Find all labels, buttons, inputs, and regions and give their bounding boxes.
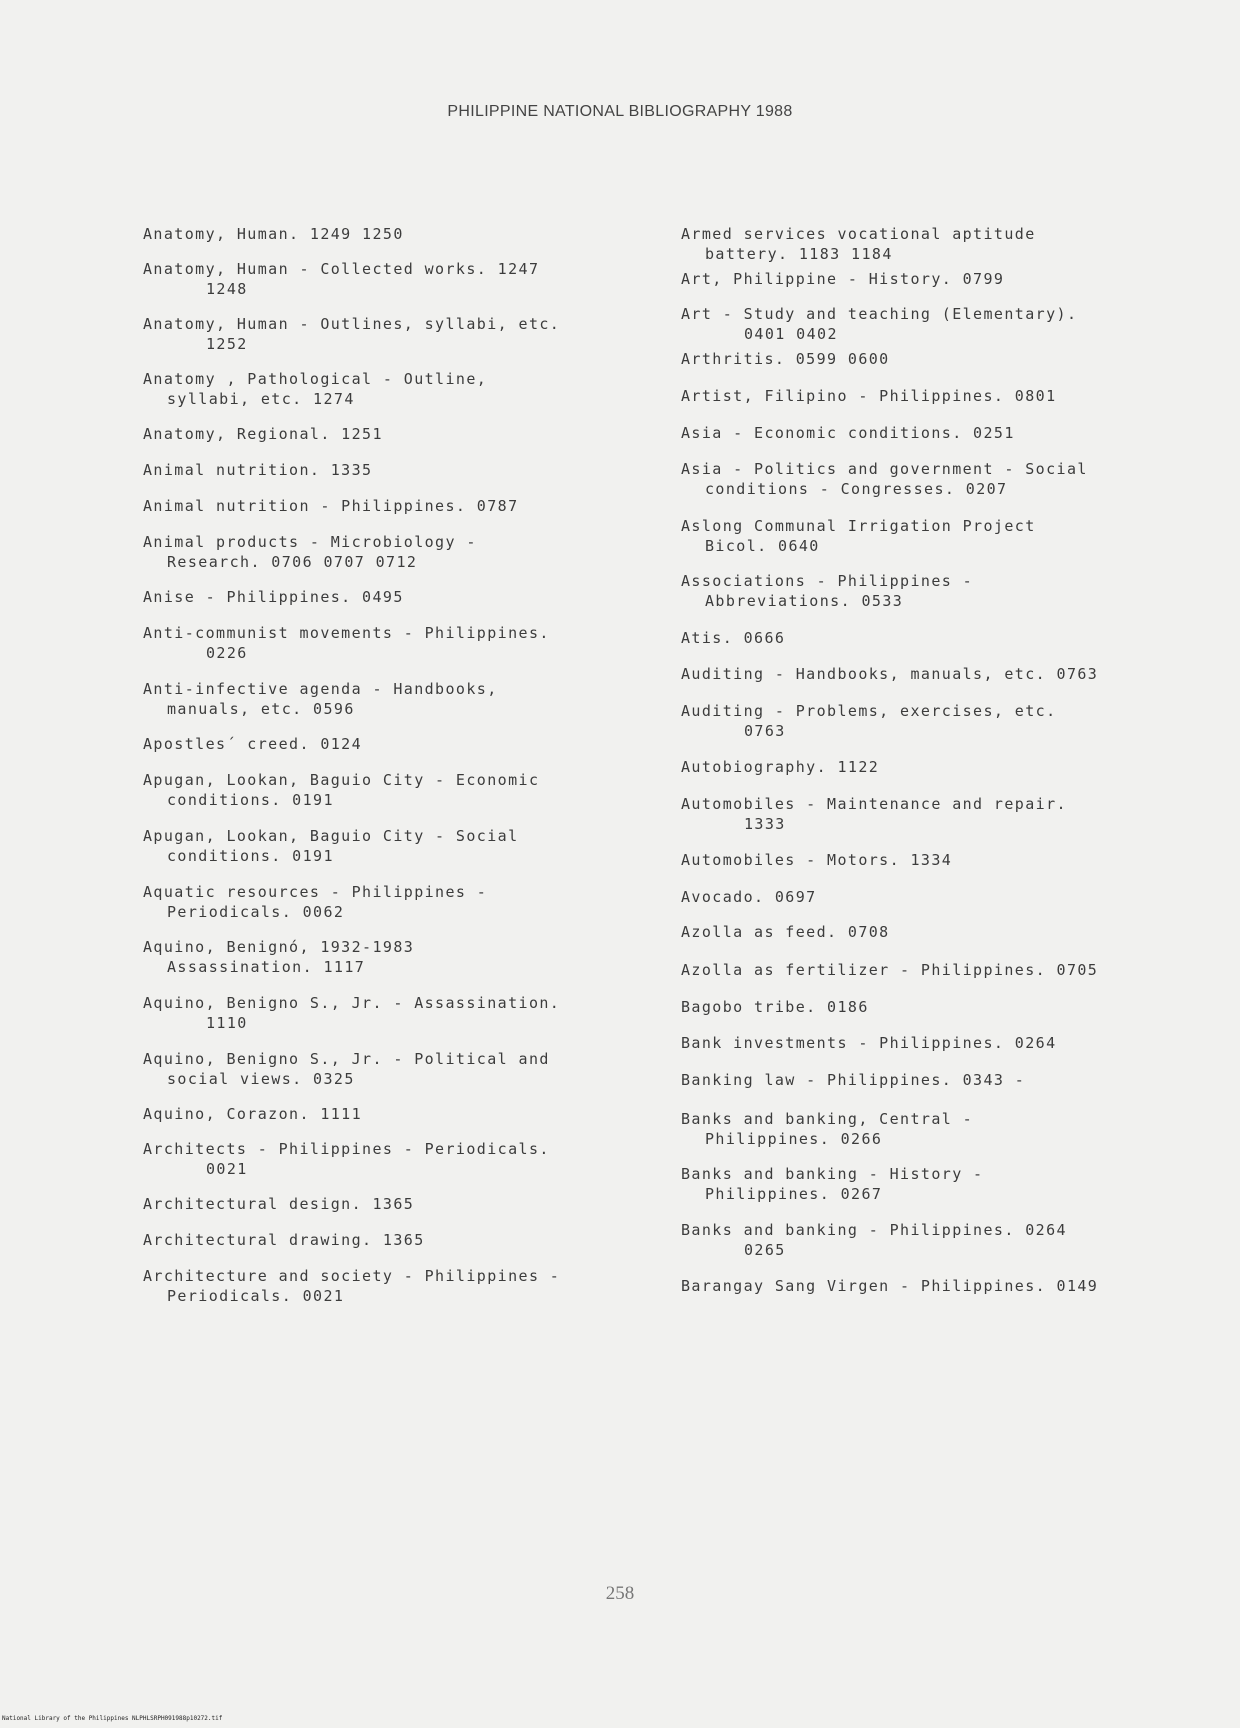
index-entry [681, 423, 1015, 443]
index-entry [681, 757, 879, 777]
index-entry-heading: Armed services vocational aptitude [681, 225, 1036, 243]
index-entry-heading: Associations - Philippines - [681, 572, 974, 590]
index-entry [143, 1230, 425, 1250]
index-entry-heading: Anti-infective agenda - Handbooks, [143, 680, 498, 698]
index-entry [143, 460, 372, 480]
index-entry [681, 701, 1057, 741]
index-entry [143, 623, 550, 663]
index-entry-continuation: Periodicals. 0021 [167, 1287, 345, 1305]
index-entry-heading: Anti-communist movements - Philippines. [143, 624, 550, 642]
index-entry-continuation: conditions. 0191 [167, 791, 334, 809]
index-entry-heading: Architects - Philippines - Periodicals. [143, 1140, 550, 1158]
index-entry-continuation: 1248 [206, 280, 248, 298]
index-entry [143, 937, 414, 977]
index-entry-heading: Anatomy, Human - Outlines, syllabi, etc. [143, 315, 561, 333]
index-entry-heading: Banks and banking, Central - [681, 1110, 974, 1128]
index-entry [143, 1139, 550, 1179]
index-entry [143, 259, 539, 299]
index-entry-heading: Banks and banking - History - [681, 1165, 984, 1183]
index-entry [681, 794, 1067, 834]
index-entry-heading: Asia - Economic conditions. 0251 [681, 424, 1015, 442]
index-entry-heading: Anatomy , Pathological - Outline, [143, 370, 488, 388]
index-entry-continuation: Assassination. 1117 [167, 958, 366, 976]
index-entry-continuation: social views. 0325 [167, 1070, 355, 1088]
index-entry [681, 1109, 973, 1149]
index-entry [681, 386, 1057, 406]
index-entry-heading: Architectural design. 1365 [143, 1195, 415, 1213]
index-entry-heading: Bank investments - Philippines. 0264 [681, 1034, 1057, 1052]
index-entry [143, 1266, 560, 1306]
index-entry [681, 960, 1098, 980]
index-entry-heading: Auditing - Problems, exercises, etc. [681, 702, 1057, 720]
index-entry [143, 1104, 362, 1124]
index-entry-heading: Automobiles - Motors. 1334 [681, 851, 953, 869]
index-entry-heading: Bagobo tribe. 0186 [681, 998, 869, 1016]
index-entry [681, 571, 973, 611]
index-entry-continuation: 1252 [206, 335, 248, 353]
index-entry-continuation: 0021 [206, 1160, 248, 1178]
index-entry-heading: Aquino, Benignó, 1932-1983 [143, 938, 415, 956]
index-entry-heading: Aslong Communal Irrigation Project [681, 517, 1036, 535]
index-entry [681, 887, 817, 907]
index-entry [681, 516, 1036, 556]
index-entry [681, 1164, 984, 1204]
index-entry-continuation: conditions. 0191 [167, 847, 334, 865]
index-entry-heading: Animal nutrition. 1335 [143, 461, 373, 479]
index-entry-heading: Atis. 0666 [681, 629, 786, 647]
index-entry [681, 1220, 1067, 1260]
index-entry [143, 1194, 414, 1214]
index-entry [143, 882, 487, 922]
index-entry [681, 269, 1004, 289]
index-entry-heading: Azolla as feed. 0708 [681, 923, 890, 941]
index-entry-heading: Azolla as fertilizer - Philippines. 0705 [681, 961, 1099, 979]
index-entry [681, 304, 1077, 344]
index-entry-continuation: 0265 [744, 1241, 786, 1259]
index-entry-heading: Architecture and society - Philippines - [143, 1267, 561, 1285]
index-entry-heading: Arthritis. 0599 0600 [681, 350, 890, 368]
index-entry-heading: Aquino, Benigno S., Jr. - Assassination. [143, 994, 561, 1012]
index-entry [143, 424, 383, 444]
footer-source-note: National Library of the Philippines NLPHLSRPH091988p10272.tif [2, 1715, 223, 1722]
index-entry [143, 224, 404, 244]
index-entry [143, 679, 498, 719]
index-entry-heading: Automobiles - Maintenance and repair. [681, 795, 1067, 813]
index-entry-continuation: Bicol. 0640 [705, 537, 820, 555]
index-entry-heading: Apugan, Lookan, Baguio City - Economic [143, 771, 540, 789]
index-entry [143, 770, 539, 810]
index-entry-continuation: battery. 1183 1184 [705, 245, 893, 263]
index-entry-heading: Anatomy, Human. 1249 1250 [143, 225, 404, 243]
index-entry-heading: Animal products - Microbiology - [143, 533, 477, 551]
page-title: PHILIPPINE NATIONAL BIBLIOGRAPHY 1988 [447, 103, 793, 120]
index-entry [143, 1049, 550, 1089]
index-entry-heading: Anatomy, Human - Collected works. 1247 [143, 260, 540, 278]
index-entry-continuation: 1110 [206, 1014, 248, 1032]
index-entry-heading: Anise - Philippines. 0495 [143, 588, 404, 606]
index-entry-continuation: Research. 0706 0707 0712 [167, 553, 418, 571]
index-entry-heading: Banks and banking - Philippines. 0264 [681, 1221, 1067, 1239]
index-entry-heading: Aquatic resources - Philippines - [143, 883, 488, 901]
index-entry-continuation: Philippines. 0266 [705, 1130, 883, 1148]
index-entry-continuation: conditions - Congresses. 0207 [705, 480, 1008, 498]
index-entry [143, 993, 560, 1033]
index-entry-continuation: 0763 [744, 722, 786, 740]
index-entry-heading: Asia - Politics and government - Social [681, 460, 1088, 478]
index-entry-heading: Apugan, Lookan, Baguio City - Social [143, 827, 519, 845]
index-entry [681, 628, 785, 648]
index-entry-continuation: 1333 [744, 815, 786, 833]
index-entry-continuation: Philippines. 0267 [705, 1185, 883, 1203]
index-entry [143, 369, 487, 409]
index-entry-heading: Banking law - Philippines. 0343 - [681, 1071, 1026, 1089]
index-entry-heading: Art, Philippine - History. 0799 [681, 270, 1005, 288]
index-entry [681, 1033, 1057, 1053]
index-entry-heading: Animal nutrition - Philippines. 0787 [143, 497, 519, 515]
index-entry [681, 997, 869, 1017]
index-entry-continuation: manuals, etc. 0596 [167, 700, 355, 718]
index-entry [681, 664, 1098, 684]
index-entry-heading: Art - Study and teaching (Elementary). [681, 305, 1078, 323]
index-entry-continuation: Abbreviations. 0533 [705, 592, 904, 610]
index-entry-heading: Barangay Sang Virgen - Philippines. 0149 [681, 1277, 1099, 1295]
index-entry [143, 826, 519, 866]
index-entry [143, 314, 560, 354]
page-number: 258 [605, 1583, 635, 1604]
index-entry-continuation: 0226 [206, 644, 248, 662]
index-entry [681, 224, 1036, 264]
index-entry-heading: Anatomy, Regional. 1251 [143, 425, 383, 443]
index-entry [143, 496, 519, 516]
index-entry-heading: Avocado. 0697 [681, 888, 817, 906]
index-entry-heading: Aquino, Benigno S., Jr. - Political and [143, 1050, 550, 1068]
index-entry [681, 459, 1088, 499]
index-entry-continuation: syllabi, etc. 1274 [167, 390, 355, 408]
index-entry-heading: Aquino, Corazon. 1111 [143, 1105, 363, 1123]
index-entry-heading: Apostles´ creed. 0124 [143, 735, 363, 753]
index-entry [143, 734, 362, 754]
index-entry [143, 532, 477, 572]
index-entry [681, 1276, 1098, 1296]
index-entry [681, 922, 890, 942]
index-entry [143, 587, 404, 607]
index-entry-heading: Auditing - Handbooks, manuals, etc. 0763 [681, 665, 1099, 683]
index-entry-continuation: 0401 0402 [744, 325, 838, 343]
index-entry-heading: Artist, Filipino - Philippines. 0801 [681, 387, 1057, 405]
index-entry [681, 1070, 1025, 1090]
index-entry-heading: Autobiography. 1122 [681, 758, 880, 776]
index-entry-continuation: Periodicals. 0062 [167, 903, 345, 921]
index-entry-heading: Architectural drawing. 1365 [143, 1231, 425, 1249]
index-entry [681, 850, 952, 870]
index-entry [681, 349, 890, 369]
